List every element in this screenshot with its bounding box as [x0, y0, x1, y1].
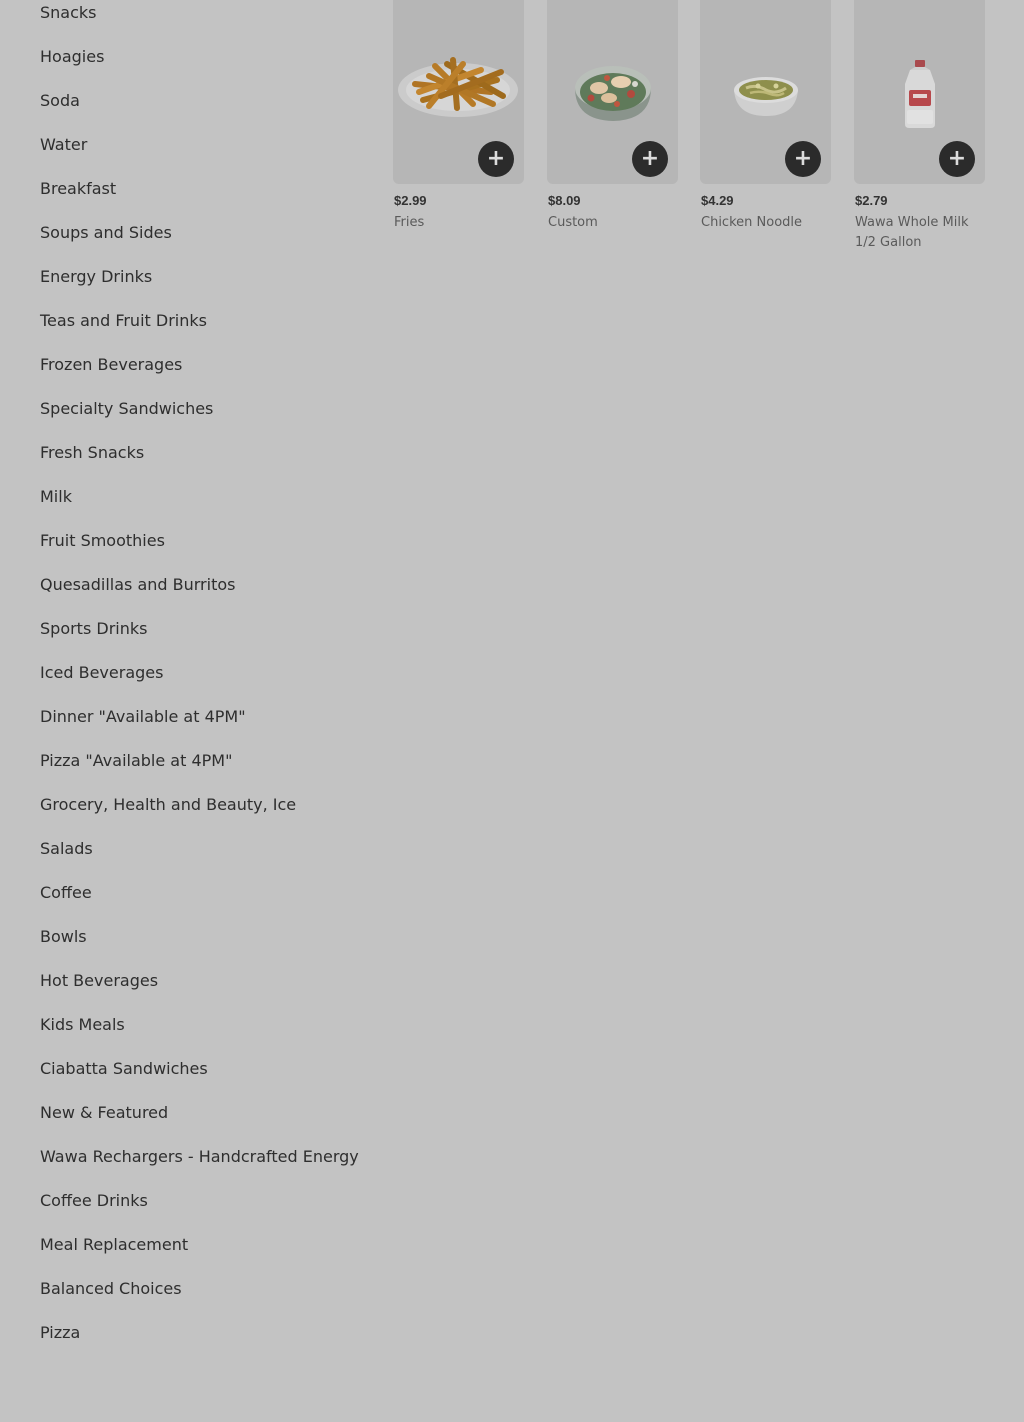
category-snacks[interactable]: Snacks	[40, 3, 97, 22]
category-teas-and-fruit-drinks[interactable]: Teas and Fruit Drinks	[40, 311, 207, 330]
plus-icon: +	[640, 146, 660, 171]
category-frozen-beverages[interactable]: Frozen Beverages	[40, 355, 183, 374]
add-to-cart-button[interactable]	[785, 141, 821, 177]
category-pizza[interactable]: Pizza	[40, 1323, 81, 1342]
category-salads[interactable]: Salads	[40, 839, 93, 858]
category-pizza-4pm[interactable]: Pizza "Available at 4PM"	[40, 751, 233, 770]
category-ciabatta-sandwiches[interactable]: Ciabatta Sandwiches	[40, 1059, 208, 1078]
category-meal-replacement[interactable]: Meal Replacement	[40, 1235, 189, 1254]
category-coffee[interactable]: Coffee	[40, 883, 92, 902]
category-sports-drinks[interactable]: Sports Drinks	[40, 619, 148, 638]
product-name[interactable]: Chicken Noodle	[701, 215, 803, 230]
category-grocery-health-beauty-ice[interactable]: Grocery, Health and Beauty, Ice	[40, 795, 297, 814]
product-price: $2.79	[855, 193, 888, 208]
product-price: $4.29	[701, 193, 734, 208]
product-card[interactable]	[393, 0, 524, 233]
product-price: $2.99	[394, 193, 427, 208]
category-balanced-choices[interactable]: Balanced Choices	[40, 1279, 182, 1298]
category-energy-drinks[interactable]: Energy Drinks	[40, 267, 153, 286]
product-card[interactable]	[547, 0, 678, 233]
add-to-cart-button[interactable]	[939, 141, 975, 177]
plus-icon: +	[486, 146, 506, 171]
category-wawa-rechargers[interactable]: Wawa Rechargers - Handcrafted Energy	[40, 1147, 359, 1166]
product-image-container[interactable]	[393, 0, 524, 184]
product-image-container[interactable]	[547, 0, 678, 184]
category-hot-beverages[interactable]: Hot Beverages	[40, 971, 159, 990]
product-image-container[interactable]	[854, 0, 985, 184]
category-soda[interactable]: Soda	[40, 91, 80, 110]
category-breakfast[interactable]: Breakfast	[40, 179, 117, 198]
category-new-and-featured[interactable]: New & Featured	[40, 1103, 169, 1122]
category-hoagies[interactable]: Hoagies	[40, 47, 105, 66]
product-price: $8.09	[548, 193, 581, 208]
plus-icon: +	[793, 146, 813, 171]
category-coffee-drinks[interactable]: Coffee Drinks	[40, 1191, 148, 1210]
product-grid	[0, 0, 1024, 300]
product-card[interactable]	[700, 0, 831, 233]
product-image-container[interactable]	[700, 0, 831, 184]
add-to-cart-button[interactable]	[478, 141, 514, 177]
category-water[interactable]: Water	[40, 135, 88, 154]
product-card[interactable]	[854, 0, 985, 253]
category-iced-beverages[interactable]: Iced Beverages	[40, 663, 164, 682]
category-milk[interactable]: Milk	[40, 487, 72, 506]
category-fruit-smoothies[interactable]: Fruit Smoothies	[40, 531, 165, 550]
add-to-cart-button[interactable]	[632, 141, 668, 177]
category-soups-and-sides[interactable]: Soups and Sides	[40, 223, 172, 242]
product-name[interactable]: Wawa Whole Milk 1/2 Gallon	[855, 215, 969, 250]
plus-icon: +	[947, 146, 967, 171]
product-name[interactable]: Fries	[394, 215, 425, 230]
category-dinner[interactable]: Dinner "Available at 4PM"	[40, 707, 246, 726]
category-fresh-snacks[interactable]: Fresh Snacks	[40, 443, 145, 462]
category-kids-meals[interactable]: Kids Meals	[40, 1015, 125, 1034]
product-name[interactable]: Custom	[548, 215, 598, 230]
category-specialty-sandwiches[interactable]: Specialty Sandwiches	[40, 399, 214, 418]
category-bowls[interactable]: Bowls	[40, 927, 87, 946]
category-quesadillas-and-burritos[interactable]: Quesadillas and Burritos	[40, 575, 236, 594]
